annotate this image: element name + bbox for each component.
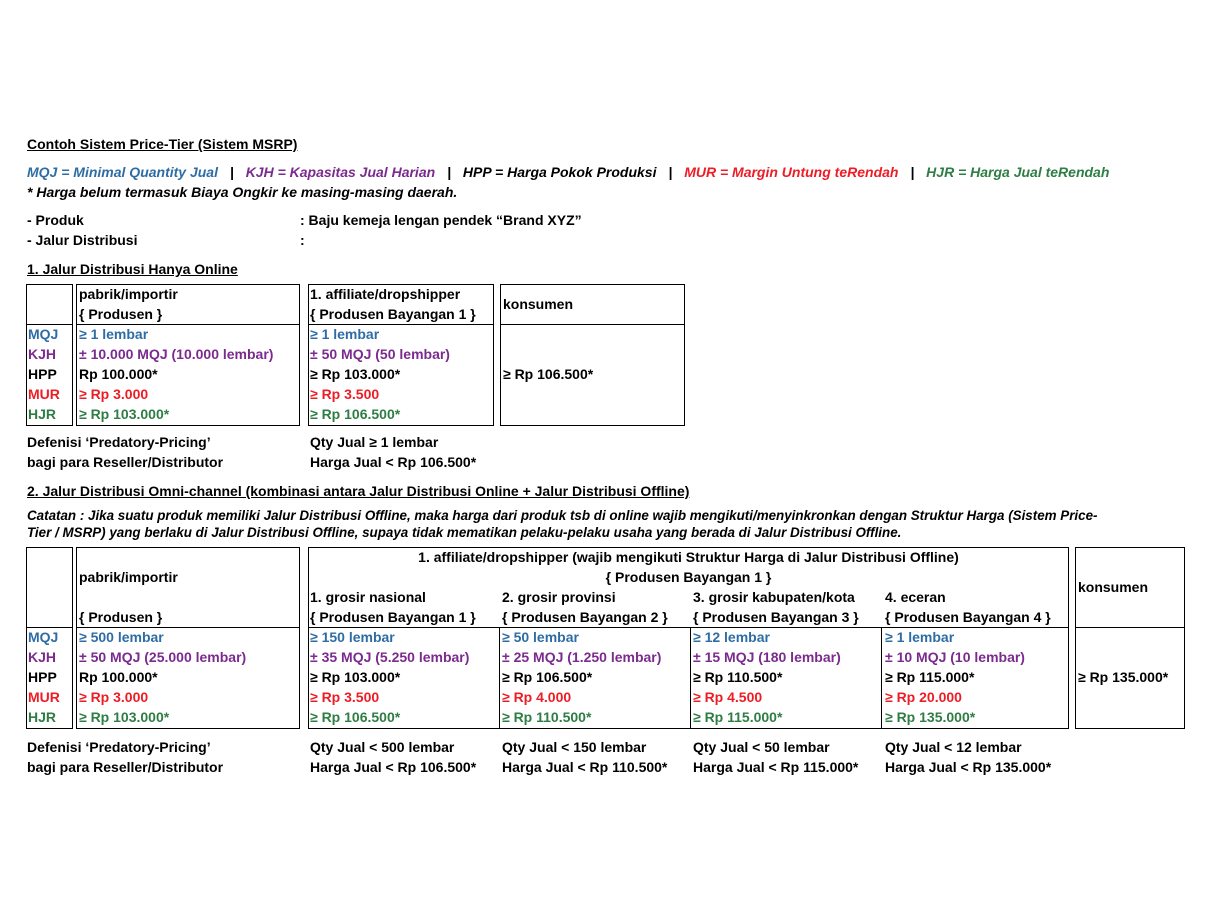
value-hjr: ≥ Rp 110.500*: [502, 709, 592, 725]
consumer-price: ≥ Rp 106.500*: [503, 366, 594, 382]
tier3-header: [693, 587, 859, 627]
value-hjr: ≥ Rp 106.500*: [310, 406, 401, 422]
value-kjh: ± 15 MQJ (180 lembar): [693, 649, 841, 665]
legend-separator: |: [447, 164, 451, 180]
legend-separator: |: [668, 164, 673, 180]
definition-harga: Harga Jual < Rp 135.000*: [885, 759, 1052, 775]
produk-value: : Baju kemeja lengan pendek “Brand XYZ”: [300, 212, 582, 228]
page-title: Contoh Sistem Price-Tier (Sistem MSRP): [27, 136, 298, 152]
value-hpp: Rp 100.000*: [79, 366, 158, 382]
tier-sub: { Produsen Bayangan 4 }: [885, 609, 1051, 625]
value-mqj: ≥ 1 lembar: [79, 326, 149, 342]
jalur-label: - Jalur Distribusi: [27, 232, 138, 248]
definition-qty: Qty Jual < 500 lembar: [310, 739, 455, 755]
producer-title: pabrik/importir: [79, 569, 178, 585]
tier4-definition: [885, 737, 1051, 777]
s2-consumer-value: [1078, 667, 1168, 687]
value-kjh: ± 10.000 MQJ (10.000 lembar): [79, 346, 274, 362]
value-kjh: ± 50 MQJ (50 lembar): [310, 346, 450, 362]
value-mur: ≥ Rp 4.000: [502, 689, 572, 705]
tier-name: 2. grosir provinsi: [502, 589, 616, 605]
consumer-price: ≥ Rp 135.000*: [1078, 669, 1169, 685]
s2-producer-values: [79, 627, 246, 727]
value-kjh: ± 25 MQJ (1.250 lembar): [502, 649, 662, 665]
definition-qty: Qty Jual ≥ 1 lembar: [310, 434, 439, 450]
value-mqj: ≥ 500 lembar: [79, 629, 164, 645]
row-label-mur: MUR: [28, 689, 60, 705]
definition-qty: Qty Jual < 50 lembar: [693, 739, 830, 755]
value-hpp: ≥ Rp 103.000*: [310, 669, 401, 685]
consumer-title: konsumen: [503, 296, 574, 312]
section1-heading: 1. Jalur Distribusi Hanya Online: [27, 261, 238, 277]
row-label-kjh: KJH: [28, 346, 57, 362]
s2-producer-title: [79, 567, 178, 587]
tier4-values: [885, 627, 1025, 727]
value-kjh: ± 10 MQJ (10 lembar): [885, 649, 1025, 665]
affiliate-title: 1. affiliate/dropshipper: [310, 286, 461, 302]
value-mur: ≥ Rp 3.000: [79, 689, 149, 705]
legend-line: [27, 164, 1109, 180]
value-mqj: ≥ 1 lembar: [885, 629, 955, 645]
jalur-value: :: [300, 232, 305, 248]
row-label-hjr: HJR: [28, 406, 57, 422]
value-hpp: ≥ Rp 115.000*: [885, 669, 975, 685]
row-label-mur: MUR: [28, 386, 60, 402]
row-label-mqj: MQJ: [28, 326, 59, 342]
producer-subtitle: { Produsen }: [79, 306, 163, 322]
produk-label: - Produk: [27, 212, 84, 228]
value-hpp: ≥ Rp 106.500*: [502, 669, 593, 685]
value-mqj: ≥ 1 lembar: [310, 326, 380, 342]
value-hjr: ≥ Rp 103.000*: [79, 709, 170, 725]
affiliate-title: 1. affiliate/dropshipper (wajib mengikuti Struktur Harga di Jalur Distribusi Offline): [418, 549, 959, 565]
s1-definition: [27, 432, 223, 472]
row-label-hjr: HJR: [28, 709, 57, 725]
s1-row-labels: [28, 324, 60, 424]
definition-line-1: Defenisi ‘Predatory-Pricing’: [27, 739, 211, 755]
value-kjh: ± 35 MQJ (5.250 lembar): [310, 649, 470, 665]
value-mur: ≥ Rp 3.000: [79, 386, 149, 402]
s2-producer-subtitle: [79, 607, 162, 627]
legend-kjh: KJH = Kapasitas Jual Harian: [245, 164, 436, 180]
row-label-hpp: HPP: [28, 366, 57, 382]
tier3-definition: [693, 737, 858, 777]
tier-sub: { Produsen Bayangan 2 }: [502, 609, 668, 625]
s1-consumer-value: [503, 364, 593, 384]
s1-producer-values: [79, 324, 273, 424]
s1-affiliate-header: [310, 284, 476, 324]
definition-harga: Harga Jual < Rp 110.500*: [502, 759, 668, 775]
tier2-values: [502, 627, 661, 727]
tier1-values: [310, 627, 469, 727]
section2-heading: 2. Jalur Distribusi Omni-channel (kombinasi antara Jalur Distribusi Online + Jalur Distribusi Offline): [27, 483, 690, 499]
row-label-mqj: MQJ: [28, 629, 59, 645]
legend-hjr: HJR = Harga Jual teRendah: [926, 164, 1110, 180]
producer-title: pabrik/importir: [79, 286, 178, 302]
value-hjr: ≥ Rp 115.000*: [693, 709, 783, 725]
tier2-header: [502, 587, 668, 627]
definition-line-2: bagi para Reseller/Distributor: [27, 454, 224, 470]
s2-row-labels: [28, 627, 60, 727]
s2-affiliate-header: [308, 547, 1069, 587]
definition-line-2: bagi para Reseller/Distributor: [27, 759, 224, 775]
legend-separator: |: [229, 164, 234, 180]
tier1-header: [310, 587, 476, 627]
value-mqj: ≥ 50 lembar: [502, 629, 579, 645]
definition-harga: Harga Jual < Rp 106.500*: [310, 454, 477, 470]
price-note: * Harga belum termasuk Biaya Ongkir ke masing-masing daerah.: [27, 184, 458, 200]
affiliate-subtitle: { Produsen Bayangan 1 }: [310, 306, 476, 322]
s2-definition: [27, 737, 223, 777]
legend-hpp: HPP = Harga Pokok Produksi: [462, 164, 657, 180]
row-label-hpp: HPP: [28, 669, 57, 685]
tier2-definition: [502, 737, 667, 777]
s1-affiliate-definition: [310, 432, 476, 472]
value-mqj: ≥ 12 lembar: [693, 629, 770, 645]
value-hjr: ≥ Rp 103.000*: [79, 406, 170, 422]
value-hpp: ≥ Rp 110.500*: [693, 669, 783, 685]
value-kjh: ± 50 MQJ (25.000 lembar): [79, 649, 247, 665]
legend-separator: |: [910, 164, 915, 180]
tier1-definition: [310, 737, 476, 777]
value-hpp: Rp 100.000*: [79, 669, 158, 685]
catatan-line-2: Tier / MSRP) yang berlaku di Jalur Distribusi Offline, supaya tidak mematikan pelaku-pelaku usaha yang berada di Jalur Distribusi Offline.: [27, 525, 902, 540]
s2-label-header-box: [26, 547, 73, 628]
s1-affiliate-values: [310, 324, 450, 424]
value-mur: ≥ Rp 3.500: [310, 386, 380, 402]
definition-harga: Harga Jual < Rp 115.000*: [693, 759, 859, 775]
row-label-kjh: KJH: [28, 649, 57, 665]
consumer-title: konsumen: [1078, 579, 1149, 595]
s2-consumer-header: [1078, 577, 1148, 597]
s1-producer-header: [79, 284, 178, 324]
s1-label-header-box: [26, 284, 73, 325]
tier-sub: { Produsen Bayangan 3 }: [693, 609, 859, 625]
tier-sub: { Produsen Bayangan 1 }: [310, 609, 476, 625]
value-mur: ≥ Rp 4.500: [693, 689, 763, 705]
value-mur: ≥ Rp 3.500: [310, 689, 380, 705]
tier-name: 3. grosir kabupaten/kota: [693, 589, 855, 605]
value-hjr: ≥ Rp 106.500*: [310, 709, 401, 725]
tier3-values: [693, 627, 841, 727]
definition-qty: Qty Jual < 12 lembar: [885, 739, 1022, 755]
legend-mqj: MQJ = Minimal Quantity Jual: [27, 164, 218, 180]
value-mur: ≥ Rp 20.000: [885, 689, 962, 705]
value-mqj: ≥ 150 lembar: [310, 629, 395, 645]
definition-harga: Harga Jual < Rp 106.500*: [310, 759, 477, 775]
definition-line-1: Defenisi ‘Predatory-Pricing’: [27, 434, 211, 450]
tier4-header: [885, 587, 1051, 627]
producer-subtitle: { Produsen }: [79, 609, 163, 625]
tier-name: 1. grosir nasional: [310, 589, 426, 605]
legend-mur: MUR = Margin Untung teRendah: [684, 164, 899, 180]
value-hjr: ≥ Rp 135.000*: [885, 709, 976, 725]
affiliate-subtitle: { Produsen Bayangan 1 }: [605, 569, 772, 585]
s1-consumer-header: [503, 294, 573, 314]
tier-name: 4. eceran: [885, 589, 946, 605]
value-hpp: ≥ Rp 103.000*: [310, 366, 401, 382]
definition-qty: Qty Jual < 150 lembar: [502, 739, 647, 755]
catatan-line-1: Catatan : Jika suatu produk memiliki Jalur Distribusi Offline, maka harga dari produk tsb di online wajib mengikuti/menyinkronkan dengan Struktur Harga (Sistem Price-: [27, 508, 1098, 523]
